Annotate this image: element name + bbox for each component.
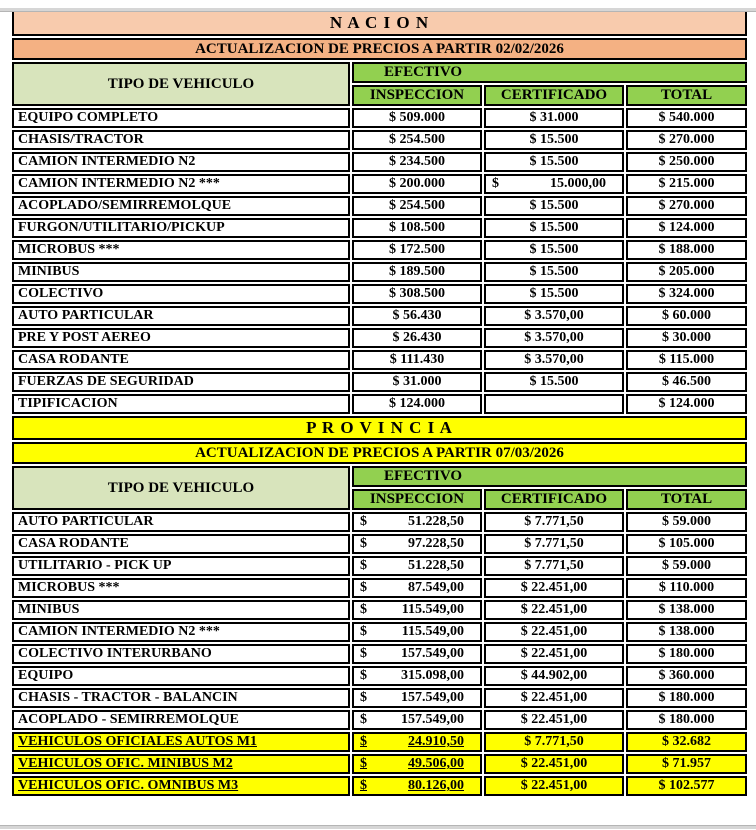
- certificado-cell: $ 15.500: [484, 196, 624, 216]
- vehicle-type-cell: CAMION INTERMEDIO N2: [12, 152, 350, 172]
- certificado-cell: $ 22.451,00: [484, 710, 624, 730]
- currency-symbol: $: [360, 602, 367, 617]
- inspeccion-cell: [352, 754, 482, 774]
- total-cell: $ 60.000: [626, 306, 747, 326]
- amount-value: 115.549,00: [401, 624, 464, 639]
- currency-symbol: $: [360, 624, 367, 639]
- total-cell: $ 46.500: [626, 372, 747, 392]
- certificado-cell: $ 3.570,00: [484, 306, 624, 326]
- amount-value: 51.228,50: [408, 514, 464, 529]
- table-row: [12, 130, 747, 150]
- inspeccion-cell: $ 254.500: [352, 130, 482, 150]
- nacion-title: N A C I O N: [12, 10, 747, 36]
- amount-value: 97.228,50: [408, 536, 464, 551]
- inspeccion-cell: [352, 644, 482, 664]
- table-row: [12, 776, 747, 796]
- amount-value: 315.098,00: [401, 668, 464, 683]
- amount-value: 115.549,00: [401, 602, 464, 617]
- provincia-column-header-total: TOTAL: [626, 489, 747, 510]
- certificado-cell: $ 15.500: [484, 152, 624, 172]
- vehicle-type-cell: CHASIS - TRACTOR - BALANCIN: [12, 688, 350, 708]
- certificado-cell: $ 7.771,50: [484, 534, 624, 554]
- certificado-cell: $ 15.500: [484, 372, 624, 392]
- table-row: [12, 600, 747, 620]
- certificado-cell: $ 44.902,00: [484, 666, 624, 686]
- inspeccion-cell: [352, 534, 482, 554]
- table-row: [12, 710, 747, 730]
- total-cell: $ 59.000: [626, 556, 747, 576]
- vehicle-type-cell: MICROBUS ***: [12, 578, 350, 598]
- total-cell: $ 138.000: [626, 622, 747, 642]
- vehicle-type-cell: VEHICULOS OFICIALES AUTOS M1: [12, 732, 350, 752]
- total-cell: $ 30.000: [626, 328, 747, 348]
- inspeccion-cell: $ 200.000: [352, 174, 482, 194]
- provincia-header-row-1: [12, 466, 747, 487]
- nacion-title-band: [12, 10, 747, 36]
- nacion-header-section: [12, 10, 747, 106]
- table-row: [12, 666, 747, 686]
- certificado-cell: $ 22.451,00: [484, 600, 624, 620]
- nacion-column-header-total: TOTAL: [626, 85, 747, 106]
- vehicle-type-cell: CAMION INTERMEDIO N2 ***: [12, 622, 350, 642]
- certificado-cell: $ 22.451,00: [484, 622, 624, 642]
- provincia-title-band: [12, 416, 747, 440]
- vehicle-type-cell: PRE Y POST AEREO: [12, 328, 350, 348]
- table-row: [12, 218, 747, 238]
- amount-value: 157.549,00: [401, 712, 464, 727]
- provincia-subtitle: ACTUALIZACION DE PRECIOS A PARTIR 07/03/2026: [12, 442, 747, 464]
- nacion-column-header-tipo: TIPO DE VEHICULO: [12, 62, 350, 106]
- inspeccion-cell: $ 31.000: [352, 372, 482, 392]
- table-row: [12, 306, 747, 326]
- inspeccion-cell: $ 234.500: [352, 152, 482, 172]
- certificado-cell: $ 22.451,00: [484, 644, 624, 664]
- inspeccion-cell: $ 56.430: [352, 306, 482, 326]
- vehicle-type-cell: CASA RODANTE: [12, 534, 350, 554]
- inspeccion-cell: [352, 622, 482, 642]
- vehicle-type-cell: EQUIPO COMPLETO: [12, 108, 350, 128]
- vehicle-type-cell: VEHICULOS OFIC. MINIBUS M2: [12, 754, 350, 774]
- total-cell: $ 180.000: [626, 688, 747, 708]
- certificado-cell: [484, 394, 624, 414]
- inspeccion-cell: [352, 776, 482, 796]
- table-row: [12, 512, 747, 532]
- vehicle-type-cell: TIPIFICACION: [12, 394, 350, 414]
- nacion-rows-section: [12, 108, 747, 414]
- provincia-column-header-tipo: TIPO DE VEHICULO: [12, 466, 350, 510]
- vehicle-type-cell: CASA RODANTE: [12, 350, 350, 370]
- vehicle-type-cell: MICROBUS ***: [12, 240, 350, 260]
- certificado-cell: $ 22.451,00: [484, 754, 624, 774]
- amount-value: 24.910,50: [408, 734, 464, 749]
- currency-symbol: $: [360, 558, 367, 573]
- amount-value: 15.000,00: [550, 176, 606, 191]
- vehicle-type-cell: CHASIS/TRACTOR: [12, 130, 350, 150]
- provincia-title: P R O V I N C I A: [12, 416, 747, 440]
- total-cell: $ 324.000: [626, 284, 747, 304]
- total-cell: $ 205.000: [626, 262, 747, 282]
- nacion-subtitle: ACTUALIZACION DE PRECIOS A PARTIR 02/02/2026: [12, 38, 747, 60]
- currency-symbol: $: [360, 668, 367, 683]
- total-cell: $ 105.000: [626, 534, 747, 554]
- total-cell: $ 138.000: [626, 600, 747, 620]
- inspeccion-cell: [352, 666, 482, 686]
- vehicle-type-cell: MINIBUS: [12, 262, 350, 282]
- vehicle-type-cell: EQUIPO: [12, 666, 350, 686]
- total-cell: $ 71.957: [626, 754, 747, 774]
- certificado-cell: $ 3.570,00: [484, 350, 624, 370]
- nacion-header-row-1: [12, 62, 747, 83]
- inspeccion-cell: $ 308.500: [352, 284, 482, 304]
- currency-symbol: $: [360, 756, 367, 771]
- provincia-rows-section: [12, 512, 747, 796]
- certificado-cell: $ 15.500: [484, 262, 624, 282]
- inspeccion-cell: $ 111.430: [352, 350, 482, 370]
- amount-value: 157.549,00: [401, 690, 464, 705]
- table-row: [12, 196, 747, 216]
- table-row: [12, 328, 747, 348]
- total-cell: $ 215.000: [626, 174, 747, 194]
- total-cell: $ 180.000: [626, 710, 747, 730]
- vehicle-type-cell: COLECTIVO: [12, 284, 350, 304]
- total-cell: $ 188.000: [626, 240, 747, 260]
- inspeccion-cell: [352, 710, 482, 730]
- provincia-column-header-inspeccion: INSPECCION: [352, 489, 482, 510]
- table-row: [12, 578, 747, 598]
- inspeccion-cell: $ 254.500: [352, 196, 482, 216]
- table-row: [12, 174, 747, 194]
- total-cell: $ 115.000: [626, 350, 747, 370]
- table-row: [12, 534, 747, 554]
- inspeccion-cell: $ 509.000: [352, 108, 482, 128]
- inspeccion-cell: [352, 732, 482, 752]
- total-cell: $ 180.000: [626, 644, 747, 664]
- table-row: [12, 350, 747, 370]
- total-cell: $ 250.000: [626, 152, 747, 172]
- inspeccion-cell: $ 26.430: [352, 328, 482, 348]
- vehicle-type-cell: FURGON/UTILITARIO/PICKUP: [12, 218, 350, 238]
- amount-value: 80.126,00: [408, 778, 464, 793]
- nacion-subtitle-band: [12, 38, 747, 60]
- certificado-cell: $ 15.500: [484, 284, 624, 304]
- table-row: [12, 372, 747, 392]
- table-row: [12, 644, 747, 664]
- inspeccion-cell: $ 189.500: [352, 262, 482, 282]
- total-cell: $ 360.000: [626, 666, 747, 686]
- provincia-column-header-efectivo: EFECTIVO: [352, 466, 747, 487]
- inspeccion-cell: $ 124.000: [352, 394, 482, 414]
- inspeccion-cell: [352, 578, 482, 598]
- currency-symbol: $: [360, 514, 367, 529]
- table-row: [12, 556, 747, 576]
- total-cell: $ 540.000: [626, 108, 747, 128]
- currency-symbol: $: [360, 778, 367, 793]
- total-cell: $ 124.000: [626, 218, 747, 238]
- vehicle-type-cell: CAMION INTERMEDIO N2 ***: [12, 174, 350, 194]
- total-cell: $ 124.000: [626, 394, 747, 414]
- certificado-cell: $ 15.500: [484, 240, 624, 260]
- provincia-subtitle-band: [12, 442, 747, 464]
- total-cell: $ 59.000: [626, 512, 747, 532]
- total-cell: $ 270.000: [626, 130, 747, 150]
- total-cell: $ 110.000: [626, 578, 747, 598]
- certificado-cell: $ 3.570,00: [484, 328, 624, 348]
- provincia-header-section: [12, 416, 747, 510]
- table-row: [12, 754, 747, 774]
- vehicle-type-cell: VEHICULOS OFIC. OMNIBUS M3: [12, 776, 350, 796]
- certificado-cell: [484, 174, 624, 194]
- vehicle-type-cell: ACOPLADO/SEMIRREMOLQUE: [12, 196, 350, 216]
- table-row: [12, 394, 747, 414]
- total-cell: $ 32.682: [626, 732, 747, 752]
- table-row: [12, 284, 747, 304]
- currency-symbol: $: [492, 176, 499, 191]
- total-cell: $ 270.000: [626, 196, 747, 216]
- inspeccion-cell: $ 108.500: [352, 218, 482, 238]
- table-row: [12, 688, 747, 708]
- amount-value: 51.228,50: [408, 558, 464, 573]
- certificado-cell: $ 22.451,00: [484, 776, 624, 796]
- certificado-cell: $ 7.771,50: [484, 732, 624, 752]
- certificado-cell: $ 22.451,00: [484, 578, 624, 598]
- vehicle-type-cell: UTILITARIO - PICK UP: [12, 556, 350, 576]
- inspeccion-cell: $ 172.500: [352, 240, 482, 260]
- provincia-column-header-certificado: CERTIFICADO: [484, 489, 624, 510]
- certificado-cell: $ 15.500: [484, 130, 624, 150]
- vehicle-type-cell: ACOPLADO - SEMIRREMOLQUE: [12, 710, 350, 730]
- window-edge-top: [0, 8, 756, 12]
- currency-symbol: $: [360, 646, 367, 661]
- vehicle-type-cell: COLECTIVO INTERURBANO: [12, 644, 350, 664]
- amount-value: 87.549,00: [408, 580, 464, 595]
- nacion-column-header-efectivo: EFECTIVO: [352, 62, 747, 83]
- vehicle-type-cell: MINIBUS: [12, 600, 350, 620]
- certificado-cell: $ 22.451,00: [484, 688, 624, 708]
- certificado-cell: $ 7.771,50: [484, 512, 624, 532]
- table-row: [12, 262, 747, 282]
- inspeccion-cell: [352, 556, 482, 576]
- certificado-cell: $ 15.500: [484, 218, 624, 238]
- table-row: [12, 732, 747, 752]
- currency-symbol: $: [360, 712, 367, 727]
- certificado-cell: $ 7.771,50: [484, 556, 624, 576]
- nacion-column-header-certificado: CERTIFICADO: [484, 85, 624, 106]
- nacion-column-header-inspeccion: INSPECCION: [352, 85, 482, 106]
- vehicle-type-cell: AUTO PARTICULAR: [12, 306, 350, 326]
- price-table: [10, 8, 749, 798]
- inspeccion-cell: [352, 512, 482, 532]
- currency-symbol: $: [360, 580, 367, 595]
- currency-symbol: $: [360, 690, 367, 705]
- vehicle-type-cell: AUTO PARTICULAR: [12, 512, 350, 532]
- vehicle-type-cell: FUERZAS DE SEGURIDAD: [12, 372, 350, 392]
- amount-value: 49.506,00: [408, 756, 464, 771]
- currency-symbol: $: [360, 536, 367, 551]
- currency-symbol: $: [360, 734, 367, 749]
- inspeccion-cell: [352, 600, 482, 620]
- certificado-cell: $ 31.000: [484, 108, 624, 128]
- table-row: [12, 240, 747, 260]
- inspeccion-cell: [352, 688, 482, 708]
- table-row: [12, 108, 747, 128]
- window-edge-bottom: [0, 825, 756, 829]
- table-row: [12, 622, 747, 642]
- table-row: [12, 152, 747, 172]
- total-cell: $ 102.577: [626, 776, 747, 796]
- amount-value: 157.549,00: [401, 646, 464, 661]
